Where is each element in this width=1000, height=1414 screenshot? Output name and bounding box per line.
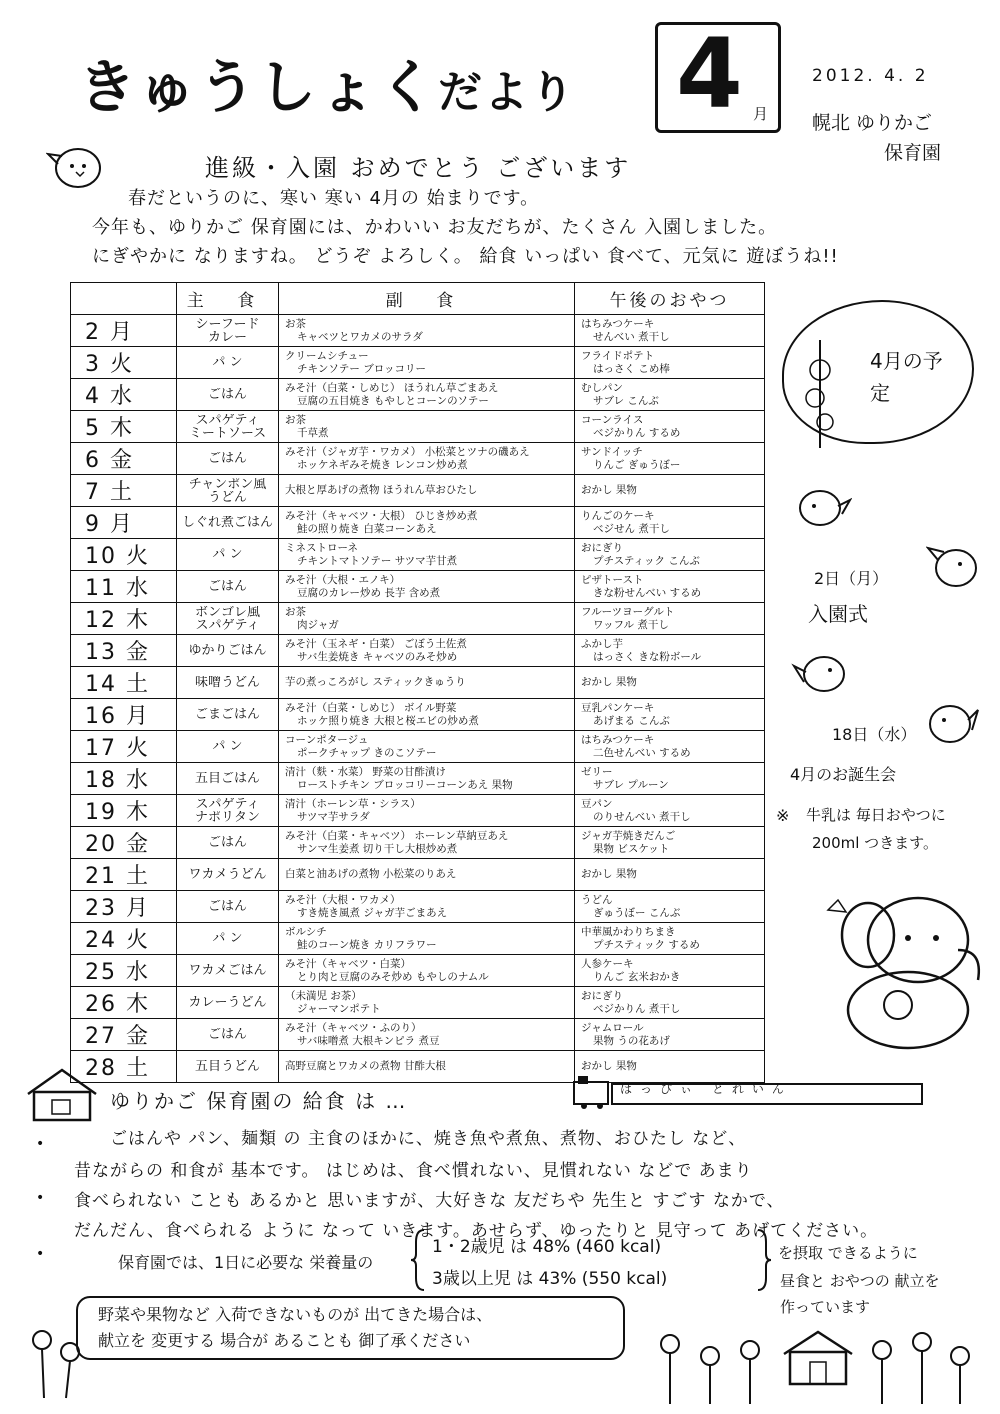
snack-cell-line: ふかし芋 [581, 637, 623, 650]
flower-branch-icon [795, 330, 845, 450]
side-dish-cell [279, 507, 575, 539]
side-dish-cell [279, 571, 575, 603]
side-dish-cell-line: （未満児 お茶） [285, 989, 362, 1002]
side-dish-cell [279, 635, 575, 667]
schedule-title: 4月の予定 [870, 349, 943, 405]
section-title: ゆりかご 保育園の 給食 は … [110, 1089, 408, 1113]
menu-row [71, 475, 765, 507]
snack-cell-line: 二色せんべい するめ [593, 746, 691, 759]
snack-cell-line: おにぎり [581, 541, 623, 554]
snack-cell-line: コーンライス [581, 413, 644, 426]
day-cell: 3 火 [71, 347, 177, 379]
staple-cell-line: 味噌うどん [194, 676, 260, 689]
menu-row [71, 763, 765, 795]
day-cell: 11 水 [71, 571, 177, 603]
side-dish-cell-line: 肉ジャガ [297, 618, 339, 631]
menu-row [71, 539, 765, 571]
flower-icon [862, 1326, 982, 1406]
day-cell: 19 木 [71, 795, 177, 827]
day-cell: 5 木 [71, 411, 177, 443]
intro-line-3: にぎやかに なりますね。 どうぞ よろしく。 給食 いっぱい 食べて、元気に 遊ぼうね!! [92, 246, 839, 267]
snack-cell-line: はっさく きな粉ボール [593, 650, 702, 663]
snack-cell [575, 827, 765, 859]
snack-cell-line: おかし 果物 [581, 1060, 637, 1072]
snack-cell-line: のりせんべい 煮干し [593, 810, 691, 823]
staple-cell-line: ワカメうどん [188, 868, 267, 881]
snack-cell-line: ジャムロール [581, 1021, 644, 1034]
staple-cell-line: ごはん [207, 900, 247, 913]
day-cell: 10 火 [71, 539, 177, 571]
staple-cell-line: ナポリタン [194, 810, 260, 824]
snack-cell [575, 411, 765, 443]
milk-note-line2: 200ml つきます。 [812, 834, 938, 852]
side-dish-cell-line: みそ汁（キャベツ・白菜） [285, 957, 411, 970]
day-cell: 23 月 [71, 891, 177, 923]
notice-line2: 献立を 変更する 場合が あることも 御了承ください [98, 1331, 471, 1350]
side-dish-cell-line: キャベツとワカメのサラダ [297, 330, 423, 343]
intro-line-1: 春だというのに、寒い 寒い 4月の 始まりです。 [128, 188, 540, 209]
snack-cell-line: きな粉せんべい するめ [593, 586, 702, 599]
snack-cell-line: おかし 果物 [581, 676, 637, 688]
staple-cell [177, 763, 279, 795]
day-cell: 24 火 [71, 923, 177, 955]
staple-cell [177, 1019, 279, 1051]
snack-cell-line: 果物 うの花あげ [593, 1034, 670, 1047]
day-cell: 27 金 [71, 1019, 177, 1051]
snack-cell-line: 豆乳パンケーキ [581, 701, 655, 714]
bird-icon [920, 696, 980, 750]
staple-cell-line: パ ン [212, 932, 243, 945]
newsletter-title [78, 40, 576, 124]
menu-row [71, 891, 765, 923]
side-dish-cell-line: ホッケ照り焼き 大根と桜エビの炒め煮 [297, 714, 479, 727]
staple-cell-line: チャンポン風 [188, 477, 267, 491]
bullet-dot: • [36, 1246, 45, 1262]
snack-cell [575, 731, 765, 763]
nutrition-suffix2: 昼食と おやつの 献立を [780, 1272, 940, 1290]
header-side: 副 食 [279, 283, 575, 315]
snack-cell-line: おかし 果物 [581, 868, 637, 880]
staple-cell-line: パ ン [212, 548, 243, 561]
menu-row [71, 827, 765, 859]
snack-cell-line: せんべい 煮干し [593, 330, 670, 343]
left-brace [410, 1228, 426, 1292]
snack-cell-line: ジャガ芋焼きだんご [581, 829, 676, 842]
bullet-dot: • [36, 1136, 45, 1152]
body-line-4: だんだん、食べられる ように なって いきます。あせらず、ゆったりと 見守って あげてください。 [74, 1221, 879, 1241]
staple-cell [177, 795, 279, 827]
staple-cell-line: ミートソース [188, 426, 267, 440]
menu-row [71, 635, 765, 667]
menu-row [71, 1019, 765, 1051]
side-dish-cell-line: みそ汁（玉ネギ・白菜） ごぼう土佐煮 [285, 637, 467, 650]
nutrition-suffix1: を摂取 できるように [778, 1244, 918, 1262]
side-dish-cell-line: とり肉と豆腐のみそ炒め もやしのナムル [297, 970, 489, 983]
bird-icon [790, 648, 856, 698]
menu-row [71, 987, 765, 1019]
headline: 進級・入園 おめでとう ございます [205, 154, 632, 182]
side-dish-cell-line: 豆腐のカレー炒め 長芋 含め煮 [297, 586, 441, 599]
menu-row [71, 443, 765, 475]
side-dish-cell [279, 347, 575, 379]
snack-cell-line: おかし 果物 [581, 484, 637, 496]
staple-cell [177, 731, 279, 763]
side-dish-cell-line: クリームシチュー [285, 349, 369, 362]
side-dish-cell-line: チキントマトソテー サツマ芋甘煮 [297, 554, 458, 567]
side-dish-cell-line: サバ生姜焼き キャベツのみそ炒め [297, 650, 458, 663]
side-dish-cell [279, 539, 575, 571]
nutrition-line2: 3歳以上児 は 43% (550 kcal) [432, 1269, 668, 1289]
menu-table [70, 282, 765, 1083]
side-dish-cell [279, 411, 575, 443]
snack-cell-line: 人参ケーキ [581, 957, 634, 970]
header-snack: 午後のおやつ [575, 283, 765, 315]
staple-cell-line: 五目うどん [194, 1060, 260, 1073]
nutrition-suffix3: 作っています [780, 1298, 871, 1316]
side-dish-cell [279, 699, 575, 731]
schedule-item1-event: 入園式 [808, 602, 868, 626]
menu-row [71, 731, 765, 763]
side-dish-cell-line: みそ汁（大根・ワカメ） [285, 893, 401, 906]
staple-cell [177, 571, 279, 603]
snack-cell-line: ゼリー [581, 765, 613, 778]
side-dish-cell-line: みそ汁（ジャガ芋・ワカメ） 小松菜とツナの磯あえ [285, 445, 530, 458]
side-dish-cell-line: ボルシチ [285, 925, 327, 938]
side-dish-cell-line: みそ汁（キャベツ・大根） ひじき炒め煮 [285, 509, 478, 522]
side-dish-cell-line: 高野豆腐とワカメの煮物 甘酢大根 [285, 1060, 446, 1072]
staple-cell [177, 667, 279, 699]
side-dish-cell-line: すき焼き風煮 ジャガ芋ごまあえ [297, 906, 448, 919]
side-dish-cell [279, 923, 575, 955]
menu-header-row [71, 283, 765, 315]
flower-icon [22, 1320, 92, 1400]
staple-cell-line: スパゲティ [195, 618, 260, 632]
side-dish-cell [279, 859, 575, 891]
house-icon [22, 1066, 102, 1124]
header-staple: 主 食 [177, 283, 279, 315]
staple-cell-line: ごまごはん [194, 708, 260, 721]
side-dish-cell-line: コーンポタージュ [285, 733, 369, 746]
side-dish-cell-line: サバ味噌煮 大根キンピラ 煮豆 [297, 1034, 440, 1047]
staple-cell-line: ごはん [207, 1028, 247, 1041]
staple-cell-line: カレー [207, 330, 247, 344]
snack-cell [575, 923, 765, 955]
staple-cell [177, 539, 279, 571]
snack-cell [575, 539, 765, 571]
day-cell: 13 金 [71, 635, 177, 667]
side-dish-cell [279, 731, 575, 763]
side-dish-cell [279, 891, 575, 923]
staple-cell [177, 379, 279, 411]
side-dish-cell [279, 955, 575, 987]
day-cell: 14 土 [71, 667, 177, 699]
side-dish-cell-line: 千草煮 [297, 426, 329, 439]
menu-row [71, 603, 765, 635]
menu-row [71, 795, 765, 827]
staple-cell [177, 475, 279, 507]
snack-cell-line: あげまる こんぶ [593, 714, 670, 727]
org-name-line2: 保育園 [884, 142, 942, 164]
snack-cell [575, 443, 765, 475]
snack-cell-line: ピザトースト [581, 573, 644, 586]
side-dish-cell [279, 667, 575, 699]
side-dish-cell [279, 315, 575, 347]
staple-cell-line: 五目ごはん [194, 772, 260, 785]
house-icon [778, 1328, 858, 1388]
side-dish-cell-line: お茶 [285, 605, 306, 618]
flower-icon [650, 1326, 780, 1406]
staple-cell [177, 411, 279, 443]
side-dish-cell-line: サツマ芋サラダ [297, 810, 370, 823]
menu-row [71, 667, 765, 699]
snack-cell [575, 603, 765, 635]
staple-cell-line: ごはん [207, 580, 247, 593]
month-suffix: 月 [752, 105, 768, 123]
staple-cell [177, 347, 279, 379]
side-dish-cell-line: 清汁（ホーレン草・シラス） [285, 797, 421, 810]
staple-cell [177, 699, 279, 731]
snack-cell [575, 347, 765, 379]
menu-row [71, 347, 765, 379]
snack-cell-line: 中華風かわりちまき [581, 925, 676, 938]
side-dish-cell-line: 芋の煮っころがし スティックきゅうり [285, 676, 466, 688]
org-name-line1: 幌北 ゆりかご [812, 112, 933, 134]
staple-cell-line: ゆかりごはん [188, 644, 267, 657]
snack-cell-line: ベジかりん するめ [593, 426, 681, 439]
snack-cell-line: プチスティック こんぶ [593, 554, 700, 567]
staple-cell-line: ごはん [207, 388, 247, 401]
side-dish-cell-line: みそ汁（白菜・しめじ） ほうれん草ごまあえ [285, 381, 499, 394]
header-day [71, 283, 177, 315]
side-dish-cell [279, 763, 575, 795]
staple-cell-line: カレーうどん [188, 996, 267, 1009]
schedule-item1-date: 2日（月） [814, 569, 889, 588]
snack-cell [575, 955, 765, 987]
bird-icon [926, 540, 988, 594]
staple-cell-line: ボンゴレ風 [194, 605, 260, 619]
intro-line-2: 今年も、ゆりかご 保育園には、かわいい お友だちが、たくさん 入園しました。 [92, 217, 778, 238]
day-cell: 20 金 [71, 827, 177, 859]
snack-cell-line: りんごのケーキ [581, 509, 655, 522]
side-dish-cell-line: 鮭のコーン焼き カリフラワー [297, 938, 437, 951]
staple-cell [177, 987, 279, 1019]
staple-cell-line: ワカメごはん [188, 964, 267, 977]
train-text: はっぴぃ とれいん [620, 1082, 792, 1096]
menu-row [71, 699, 765, 731]
side-dish-cell-line: みそ汁（大根・エノキ） [285, 573, 401, 586]
snack-cell [575, 763, 765, 795]
staple-cell-line: スパゲティ [195, 413, 260, 427]
snack-cell-line: サブレ こんぶ [593, 394, 659, 407]
title-tail: だより [438, 67, 577, 118]
snack-cell-line: うどん [581, 893, 613, 906]
snack-cell-line: りんご ぎゅうぼー [593, 458, 681, 471]
side-dish-cell [279, 379, 575, 411]
snack-cell-line: サンドイッチ [581, 445, 643, 458]
month-number: 4 [676, 18, 743, 130]
notice-line1: 野菜や果物など 入荷できないものが 出てきた場合は、 [98, 1305, 493, 1324]
schedule-item2-event: 4月のお誕生会 [790, 765, 897, 784]
side-dish-cell-line: お茶 [285, 317, 306, 330]
staple-cell [177, 923, 279, 955]
side-dish-cell [279, 1051, 575, 1083]
side-dish-cell-line: 清汁（麩・水菜） 野菜の甘酢漬け [285, 765, 446, 778]
snack-cell-line: フルーツヨーグルト [581, 605, 675, 618]
menu-row [71, 955, 765, 987]
day-cell: 7 土 [71, 475, 177, 507]
staple-cell [177, 635, 279, 667]
day-cell: 9 月 [71, 507, 177, 539]
staple-cell [177, 827, 279, 859]
day-cell: 25 水 [71, 955, 177, 987]
menu-row [71, 571, 765, 603]
side-dish-cell [279, 987, 575, 1019]
snack-cell [575, 699, 765, 731]
day-cell: 12 木 [71, 603, 177, 635]
snack-cell-line: りんご 玄米おかき [593, 970, 681, 983]
side-dish-cell-line: みそ汁（キャベツ・ふのり） [285, 1021, 422, 1034]
side-dish-cell-line: ホッケネギみそ焼き レンコン炒め煮 [297, 458, 468, 471]
side-dish-cell-line: サンマ生姜煮 切り干し大根炒め煮 [297, 842, 458, 855]
staple-cell [177, 315, 279, 347]
menu-row [71, 379, 765, 411]
side-dish-cell-line: チキンソテー ブロッコリー [297, 362, 427, 375]
snack-cell [575, 891, 765, 923]
side-dish-cell [279, 827, 575, 859]
day-cell: 2 月 [71, 315, 177, 347]
body-line-2: 昔ながらの 和食が 基本です。 はじめは、食べ慣れない、見慣れない などで あまり [74, 1161, 753, 1181]
snack-cell [575, 1019, 765, 1051]
menu-row [71, 923, 765, 955]
body-line-1: ごはんや パン、麺類 の 主食のほかに、焼き魚や煮魚、煮物、おひたし など、 [110, 1129, 747, 1149]
day-cell: 21 土 [71, 859, 177, 891]
staple-cell-line: ごはん [207, 836, 247, 849]
staple-cell [177, 891, 279, 923]
snack-cell-line: はっさく こめ棒 [593, 362, 670, 375]
staple-cell-line: パ ン [212, 356, 243, 369]
snack-cell-line: ワッフル 煮干し [593, 618, 669, 631]
menu-row [71, 507, 765, 539]
snack-cell-line: はちみつケーキ [581, 317, 655, 330]
menu-row [71, 411, 765, 443]
side-dish-cell-line: 鮭の照り焼き 白菜コーンあえ [297, 522, 437, 535]
bird-icon [790, 484, 852, 534]
staple-cell [177, 859, 279, 891]
staple-cell [177, 443, 279, 475]
snack-cell-line: 果物 ビスケット [593, 842, 670, 855]
elephant-icon [808, 880, 988, 1060]
snack-cell-line: ぎゅうぼー こんぶ [593, 906, 681, 919]
snack-cell-line: プチスティック するめ [593, 938, 700, 951]
nutrition-line1: 1・2歳児 は 48% (460 kcal) [432, 1237, 662, 1257]
staple-cell [177, 955, 279, 987]
snack-cell-line: はちみつケーキ [581, 733, 655, 746]
snack-cell [575, 507, 765, 539]
side-dish-cell-line: ポークチャップ きのこソテー [297, 746, 437, 759]
schedule-item2-date: 18日（水） [832, 725, 917, 744]
side-dish-cell-line: ローストチキン ブロッコリーコーンあえ 果物 [297, 778, 513, 791]
menu-row [71, 315, 765, 347]
side-dish-cell [279, 1019, 575, 1051]
day-cell: 16 月 [71, 699, 177, 731]
staple-cell-line: しぐれ煮ごはん [181, 516, 273, 529]
day-cell: 6 金 [71, 443, 177, 475]
side-dish-cell-line: ジャーマンポテト [297, 1002, 381, 1015]
day-cell: 18 水 [71, 763, 177, 795]
side-dish-cell-line: みそ汁（白菜・キャベツ） ホーレン草納豆あえ [285, 829, 509, 842]
side-dish-cell-line: ミネストローネ [285, 541, 358, 554]
staple-cell-line: うどん [207, 490, 247, 504]
snack-cell [575, 987, 765, 1019]
note-mark: ※ [776, 806, 790, 825]
issue-date: 2012. 4. 2 [812, 66, 929, 86]
day-cell: 4 水 [71, 379, 177, 411]
snack-cell-line: フライドポテト [581, 349, 655, 362]
day-cell: 17 火 [71, 731, 177, 763]
staple-cell [177, 507, 279, 539]
snack-cell [575, 571, 765, 603]
snack-cell [575, 379, 765, 411]
menu-body [71, 315, 765, 1083]
side-dish-cell-line: 白菜と油あげの煮物 小松菜のりあえ [285, 868, 457, 880]
side-dish-cell [279, 443, 575, 475]
snack-cell [575, 635, 765, 667]
menu-row [71, 859, 765, 891]
title-main: きゅうしょく [78, 53, 439, 121]
snack-cell [575, 859, 765, 891]
staple-cell [177, 603, 279, 635]
bird-icon [46, 140, 106, 192]
snack-cell [575, 795, 765, 827]
day-cell: 28 土 [71, 1051, 177, 1083]
side-dish-cell-line: みそ汁（白菜・しめじ） ボイル野菜 [285, 701, 457, 714]
snack-cell [575, 667, 765, 699]
side-dish-cell-line: お茶 [285, 413, 306, 426]
snack-cell-line: 豆パン [581, 797, 613, 810]
nutrition-prefix: 保育園では、1日に必要な 栄養量の [118, 1253, 374, 1272]
snack-cell-line: ベジかりん 煮干し [593, 1002, 681, 1015]
snack-cell-line: おにぎり [581, 989, 623, 1002]
month-box [655, 18, 781, 133]
side-dish-cell-line: 大根と厚あげの煮物 ほうれん草おひたし [285, 484, 478, 496]
snack-cell [575, 475, 765, 507]
side-dish-cell [279, 603, 575, 635]
body-line-3: 食べられない ことも あるかと 思いますが、大好きな 友だちや 先生と すごす なかで、 [74, 1191, 785, 1211]
snack-cell-line: ベジせん 煮干し [593, 522, 670, 535]
side-dish-cell [279, 795, 575, 827]
bullet-dot: • [36, 1190, 45, 1206]
day-cell: 26 木 [71, 987, 177, 1019]
staple-cell-line: ごはん [207, 452, 247, 465]
staple-cell-line: パ ン [212, 740, 243, 753]
side-dish-cell [279, 475, 575, 507]
staple-cell-line: スパゲティ [195, 797, 260, 811]
milk-note-line1: 牛乳は 毎日おやつに [806, 806, 946, 824]
right-brace [756, 1228, 772, 1292]
snack-cell-line: サブレ プルーン [593, 778, 669, 791]
snack-cell-line: むしパン [581, 381, 623, 394]
snack-cell [575, 315, 765, 347]
staple-cell [177, 1051, 279, 1083]
staple-cell-line: シーフード [195, 317, 260, 331]
side-dish-cell-line: 豆腐の五目焼き もやしとコーンのソテー [297, 394, 489, 407]
